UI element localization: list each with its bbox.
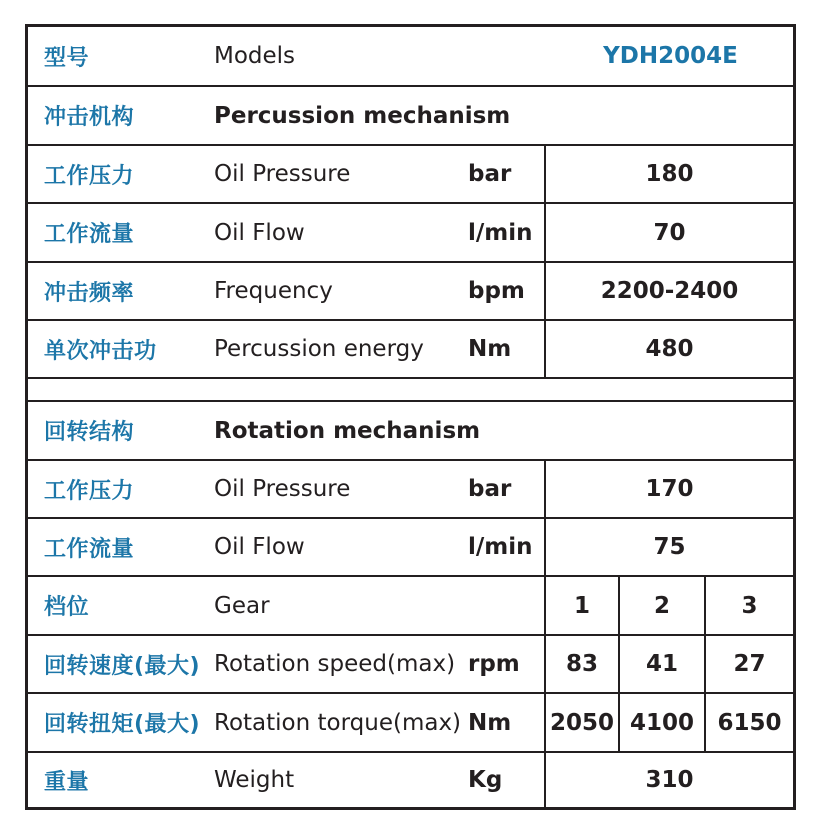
table-row-gear bbox=[28, 577, 793, 636]
row-label-cn: 工作压力 bbox=[44, 478, 135, 504]
gear-value: 1 bbox=[573, 592, 590, 619]
table-row-rotation-torque bbox=[28, 694, 793, 753]
section-spacer bbox=[28, 379, 793, 402]
row-unit: Nm bbox=[468, 709, 512, 736]
spec-table bbox=[25, 24, 796, 810]
row-unit: bpm bbox=[468, 278, 525, 304]
row-label-cn: 工作流量 bbox=[44, 536, 135, 562]
row-unit: bar bbox=[468, 161, 512, 187]
row-value: 70 bbox=[653, 219, 686, 246]
speed-value: 41 bbox=[645, 651, 678, 677]
row-label-cn: 回转速度(最大) bbox=[44, 653, 201, 679]
section-title-cn: 冲击机构 bbox=[44, 105, 135, 130]
row-label-en: Percussion energy bbox=[214, 336, 424, 362]
row-unit: l/min bbox=[468, 219, 533, 246]
row-label-cn: 型号 bbox=[44, 45, 90, 71]
table-row-weight bbox=[28, 753, 793, 807]
speed-value: 27 bbox=[733, 651, 766, 677]
table-row-percussion-oil-pressure bbox=[28, 146, 793, 204]
row-label-en: Models bbox=[214, 43, 296, 69]
gear-value: 3 bbox=[741, 592, 758, 619]
row-value: 2200-2400 bbox=[600, 278, 739, 304]
row-value: 75 bbox=[653, 534, 686, 560]
table-row-frequency bbox=[28, 263, 793, 321]
row-label-cn: 回转扭矩(最大) bbox=[44, 712, 201, 737]
section-header-rotation bbox=[28, 402, 793, 461]
row-label-cn: 工作流量 bbox=[44, 222, 135, 247]
row-label-en: Gear bbox=[214, 592, 270, 619]
section-title-cn: 回转结构 bbox=[44, 420, 135, 445]
row-unit: bar bbox=[468, 476, 512, 502]
speed-value: 83 bbox=[565, 651, 598, 677]
row-label-cn: 工作压力 bbox=[44, 163, 135, 189]
row-label-cn: 冲击频率 bbox=[44, 280, 135, 306]
row-label-en: Frequency bbox=[214, 278, 333, 304]
section-header-percussion bbox=[28, 87, 793, 146]
section-title-en: Rotation mechanism bbox=[214, 417, 481, 444]
gear-value: 2 bbox=[653, 592, 670, 619]
row-label-en: Oil Flow bbox=[214, 534, 305, 560]
row-unit: rpm bbox=[468, 651, 520, 677]
row-label-en: Weight bbox=[214, 767, 295, 793]
table-row-rotation-oil-flow bbox=[28, 519, 793, 577]
row-label-en: Rotation torque(max) bbox=[214, 709, 462, 736]
row-value: 170 bbox=[645, 476, 694, 502]
model-value: YDH2004E bbox=[603, 43, 738, 69]
row-value: 310 bbox=[645, 767, 694, 793]
row-label-cn: 重量 bbox=[44, 769, 90, 795]
torque-value: 2050 bbox=[549, 709, 614, 736]
row-unit: l/min bbox=[468, 534, 533, 560]
row-label-en: Rotation speed(max) bbox=[214, 651, 456, 677]
table-row-percussion-oil-flow bbox=[28, 204, 793, 263]
row-label-cn: 单次冲击功 bbox=[44, 338, 157, 364]
row-unit: Kg bbox=[468, 767, 503, 793]
table-row-rotation-oil-pressure bbox=[28, 461, 793, 519]
table-row-rotation-speed bbox=[28, 636, 793, 694]
row-label-en: Oil Pressure bbox=[214, 476, 351, 502]
row-value: 180 bbox=[645, 161, 694, 187]
row-label-cn: 档位 bbox=[44, 595, 90, 620]
section-title-en: Percussion mechanism bbox=[214, 102, 511, 129]
row-unit: Nm bbox=[468, 336, 512, 362]
table-row-models bbox=[28, 27, 793, 87]
row-label-en: Oil Pressure bbox=[214, 161, 351, 187]
row-label-en: Oil Flow bbox=[214, 219, 305, 246]
table-row-percussion-energy bbox=[28, 321, 793, 379]
torque-value: 4100 bbox=[629, 709, 694, 736]
row-value: 480 bbox=[645, 336, 694, 362]
torque-value: 6150 bbox=[717, 709, 782, 736]
